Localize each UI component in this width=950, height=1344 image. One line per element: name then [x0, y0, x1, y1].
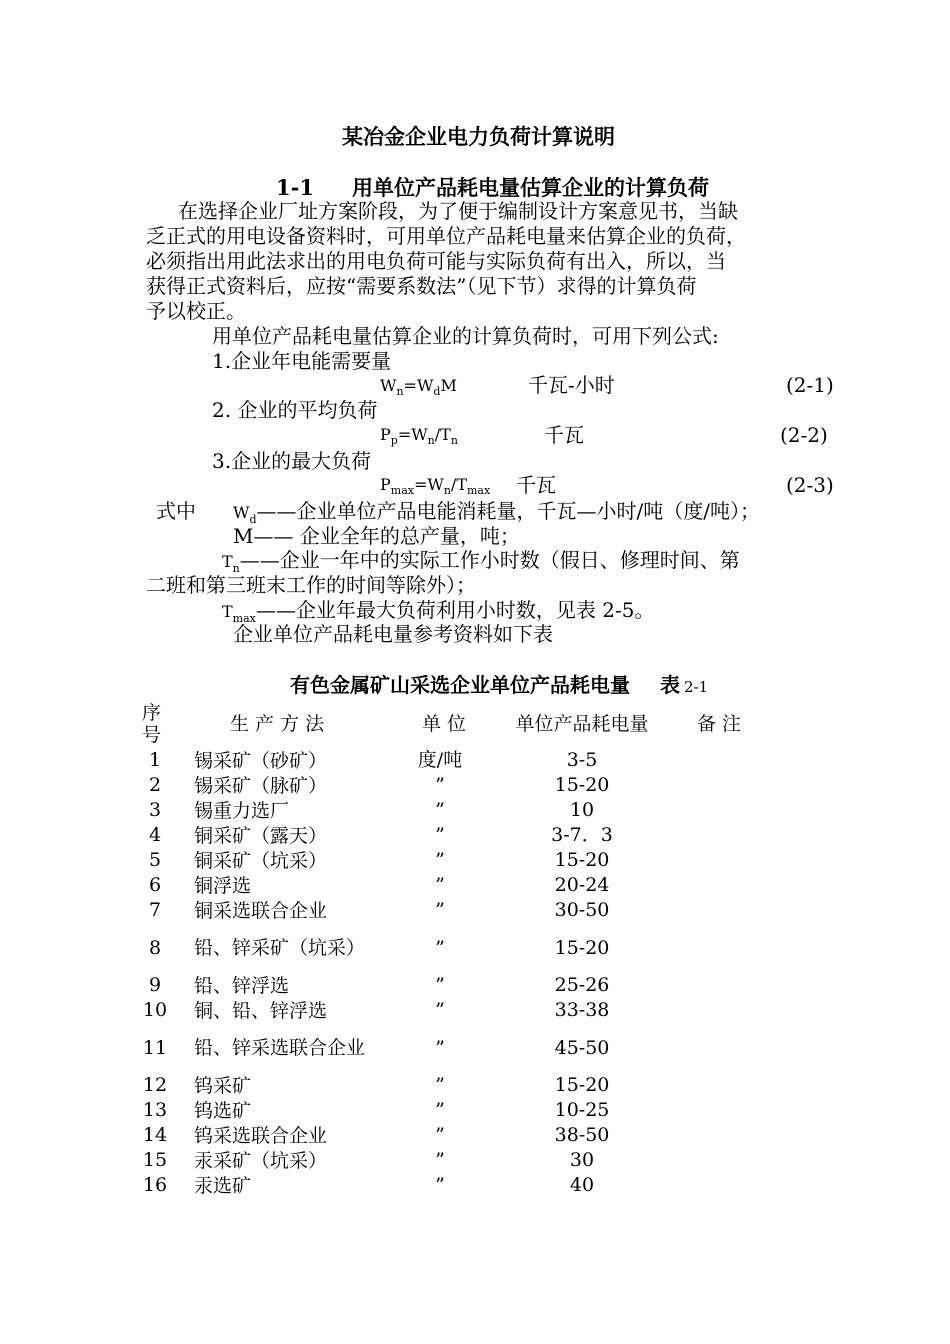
where-m: M—— 企业全年的总产量，吨；	[233, 524, 520, 548]
where-wd: $W_d——$企业单位产品电能消耗量，千瓦—小时/吨（度/吨）；	[233, 499, 760, 526]
formula-2-3-unit: 千瓦	[516, 473, 556, 497]
row-method: 铜、铅、锌浮选	[194, 999, 328, 1022]
table-row	[140, 798, 774, 823]
row-value: 25-26	[554, 974, 610, 996]
row-seq: 1	[148, 749, 162, 771]
row-unit: ”	[435, 874, 445, 896]
row-note	[664, 1148, 774, 1173]
equation-number-2-2: (2-2)	[780, 423, 828, 447]
row-unit: ”	[435, 824, 445, 846]
row-method: 钨选矿	[194, 1099, 252, 1122]
row-note	[664, 923, 774, 973]
row-note	[664, 973, 774, 998]
table-row	[140, 973, 774, 998]
table-row	[140, 1173, 774, 1198]
row-method: 铜浮选	[194, 874, 252, 897]
equation-number-2-3: (2-3)	[786, 473, 834, 497]
row-method: 锡采矿（砂矿）	[194, 749, 328, 772]
row-note	[664, 748, 774, 773]
row-value: 15-20	[554, 1074, 610, 1096]
table-row	[140, 773, 774, 798]
equation-number-2-1: (2-1)	[786, 373, 834, 397]
table-row	[140, 848, 774, 873]
row-note	[664, 773, 774, 798]
row-value: 33-38	[554, 999, 610, 1021]
header-unit: 单 位	[421, 712, 467, 735]
row-method: 铜采选联合企业	[194, 899, 328, 922]
row-value: 15-20	[554, 936, 610, 959]
formula-intro: 用单位产品耗电量估算企业的计算负荷时，可用下列公式:	[212, 324, 719, 348]
row-value: 15-20	[554, 849, 610, 871]
section-heading: 用单位产品耗电量估算企业的计算负荷	[352, 175, 709, 200]
row-seq: 14	[142, 1124, 168, 1146]
intro-line: 乏正式的用电设备资料时，可用单位产品耗电量来估算企业的负荷，	[146, 224, 746, 248]
row-value: 10	[569, 799, 595, 821]
table-row	[140, 923, 774, 973]
row-method: 锡重力选厂	[194, 799, 290, 822]
row-seq: 16	[142, 1174, 168, 1196]
row-seq: 12	[142, 1074, 168, 1096]
table-row	[140, 748, 774, 773]
where-label: 式中	[156, 499, 196, 523]
formula-2-1: $W_n=W_dM$	[380, 376, 457, 399]
row-method: 铜采矿（露天）	[194, 824, 328, 847]
row-seq: 10	[142, 999, 168, 1021]
intro-line: 予以校正。	[146, 299, 246, 323]
row-note	[664, 1023, 774, 1073]
section-number: 1-1	[276, 175, 314, 200]
header-method: 生 产 方 法	[230, 712, 325, 735]
row-note	[664, 798, 774, 823]
row-note	[664, 898, 774, 923]
item-3-label: 3.企业的最大负荷	[212, 449, 372, 473]
row-method: 铜采矿（坑采）	[194, 849, 328, 872]
row-value: 45-50	[554, 1036, 610, 1059]
row-note	[664, 1123, 774, 1148]
table-row	[140, 1148, 774, 1173]
row-seq: 9	[148, 974, 162, 996]
row-method: 锡采矿（脉矿）	[194, 774, 328, 797]
row-unit: ”	[435, 1099, 445, 1121]
row-seq: 15	[142, 1149, 168, 1171]
page-title: 某冶金企业电力负荷计算说明	[342, 124, 615, 149]
row-note	[664, 1098, 774, 1123]
row-seq: 2	[148, 774, 162, 796]
row-unit: ”	[435, 1149, 445, 1171]
row-seq: 7	[148, 899, 162, 921]
row-method: 铅、锌采矿（坑采）	[194, 937, 366, 959]
consumption-table	[140, 700, 774, 1198]
item-1-label: 1.企业年电能需要量	[212, 349, 392, 373]
row-value: 38-50	[554, 1124, 610, 1146]
row-value: 10-25	[554, 1099, 610, 1121]
table-caption: 有色金属矿山采选企业单位产品耗电量 表 2-1	[290, 673, 709, 697]
table-row	[140, 1123, 774, 1148]
intro-line: 必须指出用此法求出的用电负荷可能与实际负荷有出入，所以，当	[146, 249, 726, 273]
row-unit: ”	[435, 1074, 445, 1096]
where-tn-continued: 二班和第三班末工作的时间等除外）；	[146, 573, 476, 597]
row-note	[664, 823, 774, 848]
header-value: 单位产品耗电量	[515, 712, 649, 735]
row-seq: 6	[148, 874, 162, 896]
row-method: 铅、锌浮选	[194, 974, 290, 997]
table-row	[140, 1023, 774, 1073]
row-value: 30-50	[554, 899, 610, 921]
formula-2-2: $P_p=W_n/T_n$	[380, 425, 458, 448]
row-value: 3-5	[566, 749, 598, 771]
row-unit: ”	[435, 974, 445, 996]
table-intro: 企业单位产品耗电量参考资料如下表	[233, 622, 553, 646]
row-method: 汞选矿	[194, 1174, 252, 1197]
row-unit: ”	[435, 936, 445, 959]
row-unit: ”	[435, 1124, 445, 1146]
row-seq: 13	[142, 1099, 168, 1121]
table-row	[140, 1073, 774, 1098]
table-row	[140, 873, 774, 898]
row-note	[664, 1073, 774, 1098]
row-value: 30	[569, 1149, 595, 1171]
row-unit: ”	[435, 774, 445, 796]
row-seq: 8	[148, 936, 162, 959]
row-method: 钨采矿	[194, 1074, 252, 1097]
item-2-label: 2. 企业的平均负荷	[212, 398, 378, 422]
row-value: 20-24	[554, 874, 610, 896]
row-unit: ”	[435, 1174, 445, 1196]
formula-2-3: $P_{max}=W_n/T_{max}$	[380, 475, 491, 498]
row-note	[664, 873, 774, 898]
header-seq: 序号	[142, 702, 162, 746]
row-unit: ”	[435, 799, 445, 821]
row-method: 钨采选联合企业	[194, 1124, 328, 1147]
table-row	[140, 1098, 774, 1123]
table-row	[140, 823, 774, 848]
row-note	[664, 848, 774, 873]
row-unit: ”	[435, 899, 445, 921]
row-note	[664, 1173, 774, 1198]
intro-line: 在选择企业厂址方案阶段，为了便于编制设计方案意见书，当缺	[178, 199, 738, 223]
row-method: 汞采矿（坑采）	[194, 1149, 328, 1172]
table-row	[140, 898, 774, 923]
formula-2-1-unit: 千瓦-小时	[528, 373, 615, 397]
row-value: 40	[569, 1174, 595, 1196]
row-unit: ”	[435, 1036, 445, 1059]
table-header-row	[140, 700, 774, 748]
row-method: 铅、锌采选联合企业	[194, 1037, 366, 1059]
row-value: 15-20	[554, 774, 610, 796]
row-unit: ”	[435, 849, 445, 871]
intro-paragraph	[146, 199, 826, 324]
row-note	[664, 998, 774, 1023]
where-tmax: $T_{max}——$企业年最大负荷利用小时数，见表 2-5。	[222, 598, 655, 625]
table-row	[140, 998, 774, 1023]
row-unit: ”	[435, 999, 445, 1021]
row-seq: 11	[142, 1036, 168, 1059]
row-seq: 5	[148, 849, 162, 871]
formula-2-2-unit: 千瓦	[544, 423, 584, 447]
intro-line: 获得正式资料后，应按“需要系数法”（见下节）求得的计算负荷	[146, 274, 697, 298]
row-seq: 3	[148, 799, 162, 821]
row-unit: 度/吨	[417, 749, 463, 771]
row-seq: 4	[148, 824, 162, 846]
where-tn: $T_n——$企业一年中的实际工作小时数（假日、修理时间、第	[222, 548, 740, 575]
row-value: 3-7．3	[551, 824, 613, 846]
header-note: 备 注	[696, 712, 742, 735]
